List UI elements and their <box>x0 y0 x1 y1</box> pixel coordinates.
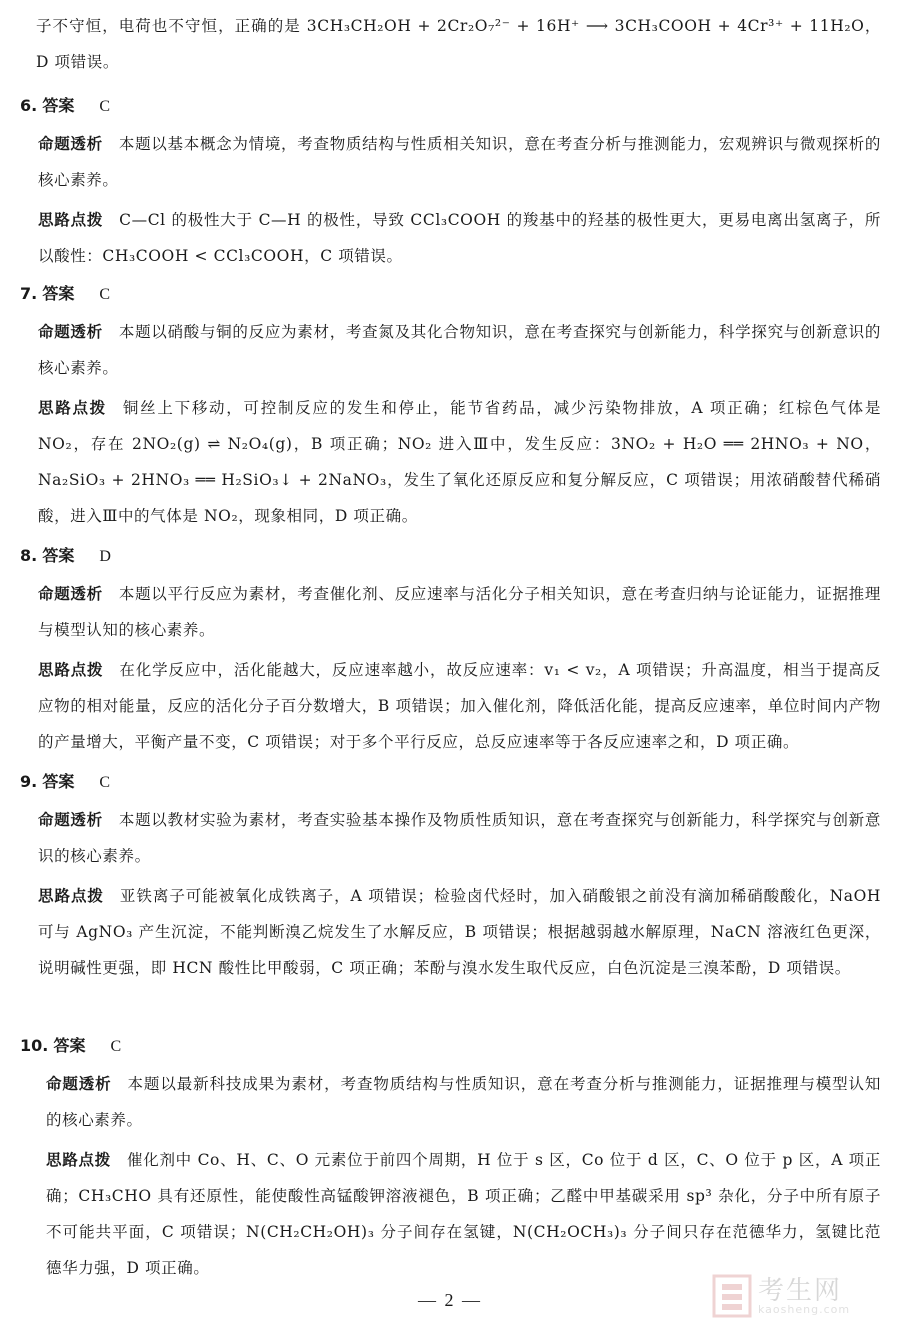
analysis-text: 本题以最新科技成果为素材，考查物质结构与性质知识，意在考查分析与推测能力，证据推理与模型认知的核心素养。 <box>46 1075 881 1129</box>
approach-paragraph <box>38 652 881 760</box>
answer-value: D <box>99 548 111 565</box>
answer-value: C <box>110 1038 122 1055</box>
analysis-paragraph <box>38 802 881 874</box>
answer-line-8 <box>20 542 111 571</box>
analysis-label: 命题透析 <box>38 585 103 603</box>
answer-line-6 <box>20 92 110 121</box>
approach-text: C—Cl 的极性大于 C—H 的极性，导致 CCl₃COOH 的羧基中的羟基的极性更大，更易电离出氢离子，所以酸性：CH₃COOH < CCl₃COOH，C 项错误。 <box>38 211 881 265</box>
continued-text: 子不守恒，电荷也不守恒，正确的是 3CH₃CH₂OH + 2Cr₂O₇²⁻ + 16H⁺ ⟶ 3CH₃COOH + 4Cr³⁺ + 11H₂O，D 项错误。 <box>36 17 881 71</box>
analysis-paragraph <box>38 576 881 648</box>
answer-value: C <box>99 774 111 791</box>
analysis-label: 命题透析 <box>38 135 103 153</box>
answer-label: 答案 <box>42 772 75 791</box>
answer-label: 答案 <box>42 96 75 115</box>
approach-label: 思路点拨 <box>38 399 107 417</box>
watermark-cn: 考生网 <box>758 1275 843 1306</box>
continued-paragraph <box>36 8 881 80</box>
answer-value: C <box>99 98 111 115</box>
analysis-text: 本题以教材实验为素材，考查实验基本操作及物质性质知识，意在考查探究与创新能力，科学探究与创新意识的核心素养。 <box>38 811 881 865</box>
analysis-paragraph <box>38 314 881 386</box>
question-number: 7. <box>20 284 38 303</box>
kaosheng-logo-icon <box>712 1274 752 1318</box>
watermark-text <box>758 1275 851 1316</box>
answer-label: 答案 <box>53 1036 86 1055</box>
approach-text: 亚铁离子可能被氧化成铁离子，A 项错误；检验卤代烃时，加入硝酸银之前没有滴加稀硝酸酸化，NaOH 可与 AgNO₃ 产生沉淀，不能判断溴乙烷发生了水解反应，B 项错误；根据越弱越水解原理，NaCN 溶液红色更深，说明碱性更强，即 HCN 酸性比甲酸弱，C 项正确；苯酚与溴水发生取代反应，白色沉淀是三溴苯酚，D 项错误。 <box>38 887 881 977</box>
analysis-text: 本题以基本概念为情境，考查物质结构与性质相关知识，意在考查分析与推测能力，宏观辨识与微观探析的核心素养。 <box>38 135 881 189</box>
approach-paragraph <box>38 878 881 986</box>
approach-paragraph <box>38 202 881 274</box>
answer-value: C <box>99 286 111 303</box>
question-number: 10. <box>20 1036 49 1055</box>
approach-text: 在化学反应中，活化能越大，反应速率越小，故反应速率：v₁ < v₂，A 项错误；升高温度，相当于提高反应物的相对能量，反应的活化分子百分数增大，B 项错误；加入催化剂，降低活化能，提高反应速率，单位时间内产物的产量增大，平衡产量不变，C 项错误；对于多个平行反应，总反应速率等于各反应速率之和，D 项正确。 <box>38 661 881 751</box>
answer-line-9 <box>20 768 110 797</box>
approach-label: 思路点拨 <box>38 887 104 905</box>
approach-label: 思路点拨 <box>38 211 104 229</box>
watermark <box>712 1270 892 1322</box>
analysis-label: 命题透析 <box>38 811 103 829</box>
watermark-en: kaosheng.com <box>758 1302 851 1316</box>
answer-label: 答案 <box>42 284 75 303</box>
analysis-text: 本题以硝酸与铜的反应为素材，考查氮及其化合物知识，意在考查探究与创新能力，科学探究与创新意识的核心素养。 <box>38 323 881 377</box>
question-number: 8. <box>20 546 38 565</box>
analysis-text: 本题以平行反应为素材，考查催化剂、反应速率与活化分子相关知识，意在考查归纳与论证能力，证据推理与模型认知的核心素养。 <box>38 585 881 639</box>
approach-text: 铜丝上下移动，可控制反应的发生和停止，能节省药品，减少污染物排放，A 项正确；红棕色气体是 NO₂，存在 2NO₂(g) ⇌ N₂O₄(g)，B 项正确；NO₂ 进入Ⅲ中，发生反应：3NO₂ + H₂O ══ 2HNO₃ + NO，Na₂SiO₃ + 2HNO₃ ══ H₂SiO₃↓ + 2NaNO₃，发生了氧化还原反应和复分解反应，C 项错误；用浓硝酸替代稀硝酸，进入Ⅲ中的气体是 NO₂，现象相同，D 项正确。 <box>38 399 882 525</box>
page-number: — 2 — <box>418 1290 482 1310</box>
approach-paragraph <box>46 1142 881 1286</box>
analysis-label: 命题透析 <box>46 1075 112 1093</box>
answer-line-10 <box>20 1032 121 1061</box>
analysis-label: 命题透析 <box>38 323 103 341</box>
analysis-paragraph <box>38 126 881 198</box>
approach-label: 思路点拨 <box>38 661 104 679</box>
approach-text: 催化剂中 Co、H、C、O 元素位于前四个周期，H 位于 s 区，Co 位于 d 区，C、O 位于 p 区，A 项正确；CH₃CHO 具有还原性，能使酸性高锰酸钾溶液褪色，B 项正确；乙醛中甲基碳采用 sp³ 杂化，分子中所有原子不可能共平面，C 项错误；N(CH₂CH₂OH)₃ 分子间存在氢键，N(CH₂OCH₃)₃ 分子间只存在范德华力，氢键比范德华力强，D 项正确。 <box>46 1151 881 1277</box>
question-number: 6. <box>20 96 38 115</box>
question-number: 9. <box>20 772 38 791</box>
approach-paragraph <box>38 390 881 534</box>
approach-label: 思路点拨 <box>46 1151 111 1169</box>
answer-line-7 <box>20 280 110 309</box>
answer-label: 答案 <box>42 546 75 565</box>
analysis-paragraph <box>46 1066 881 1138</box>
